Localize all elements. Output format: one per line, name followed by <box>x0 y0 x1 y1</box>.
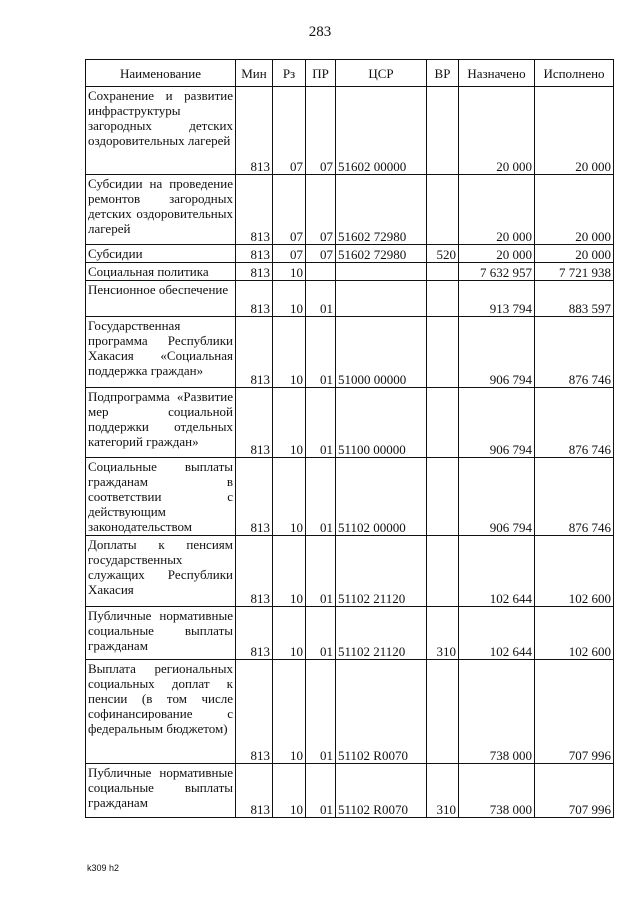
cell-name: Социальные выплаты гражданам в соответствии с действующим законодательством <box>86 458 236 536</box>
cell-assigned: 906 794 <box>459 388 535 458</box>
cell-csr: 51602 72980 <box>336 245 427 263</box>
cell-pr: 01 <box>306 458 336 536</box>
cell-vr <box>427 263 459 281</box>
cell-vr <box>427 317 459 388</box>
cell-rz: 07 <box>273 175 306 245</box>
cell-pr: 01 <box>306 281 336 317</box>
cell-min: 813 <box>236 245 273 263</box>
table-row <box>86 263 614 281</box>
cell-vr: 310 <box>427 607 459 660</box>
cell-csr <box>336 263 427 281</box>
cell-pr: 01 <box>306 660 336 764</box>
header-pr: ПР <box>306 60 336 87</box>
cell-pr: 01 <box>306 317 336 388</box>
cell-rz: 10 <box>273 263 306 281</box>
budget-table <box>85 59 614 818</box>
cell-vr <box>427 536 459 607</box>
cell-csr: 51602 00000 <box>336 87 427 175</box>
page-number: 283 <box>308 24 332 40</box>
cell-executed: 102 600 <box>535 536 614 607</box>
cell-rz: 10 <box>273 458 306 536</box>
cell-vr <box>427 388 459 458</box>
cell-assigned: 906 794 <box>459 317 535 388</box>
cell-name: Субсидии на проведение ремонтов загородных детских оздоровительных лагерей <box>86 175 236 245</box>
cell-name: Выплата региональных социальных доплат к пенсии (в том числе софинансирование с федеральным бюджетом) <box>86 660 236 764</box>
cell-min: 813 <box>236 281 273 317</box>
table-row <box>86 458 614 536</box>
cell-min: 813 <box>236 175 273 245</box>
cell-assigned: 102 644 <box>459 607 535 660</box>
cell-name: Пенсионное обеспечение <box>86 281 236 317</box>
cell-executed: 20 000 <box>535 87 614 175</box>
cell-executed: 883 597 <box>535 281 614 317</box>
cell-assigned: 906 794 <box>459 458 535 536</box>
cell-assigned: 20 000 <box>459 175 535 245</box>
footer-code: k309 h2 <box>87 863 120 873</box>
cell-pr: 01 <box>306 388 336 458</box>
cell-rz: 10 <box>273 317 306 388</box>
header-csr: ЦСР <box>336 60 427 87</box>
cell-min: 813 <box>236 263 273 281</box>
cell-rz: 10 <box>273 536 306 607</box>
cell-pr <box>306 263 336 281</box>
cell-rz: 07 <box>273 87 306 175</box>
cell-csr: 51102 R0070 <box>336 764 427 818</box>
cell-vr: 310 <box>427 764 459 818</box>
cell-rz: 10 <box>273 764 306 818</box>
table-row <box>86 281 614 317</box>
cell-rz: 10 <box>273 660 306 764</box>
cell-assigned: 738 000 <box>459 764 535 818</box>
cell-pr: 01 <box>306 764 336 818</box>
cell-executed: 7 721 938 <box>535 263 614 281</box>
cell-vr <box>427 281 459 317</box>
cell-executed: 876 746 <box>535 388 614 458</box>
cell-min: 813 <box>236 87 273 175</box>
cell-assigned: 7 632 957 <box>459 263 535 281</box>
cell-rz: 10 <box>273 281 306 317</box>
cell-executed: 20 000 <box>535 175 614 245</box>
table-row <box>86 660 614 764</box>
table-row <box>86 607 614 660</box>
cell-executed: 707 996 <box>535 660 614 764</box>
cell-executed: 876 746 <box>535 458 614 536</box>
cell-name: Социальная политика <box>86 263 236 281</box>
cell-vr <box>427 175 459 245</box>
cell-assigned: 738 000 <box>459 660 535 764</box>
header-vr: ВР <box>427 60 459 87</box>
cell-executed: 102 600 <box>535 607 614 660</box>
cell-vr: 520 <box>427 245 459 263</box>
cell-assigned: 102 644 <box>459 536 535 607</box>
cell-min: 813 <box>236 317 273 388</box>
cell-csr: 51100 00000 <box>336 388 427 458</box>
table-row <box>86 175 614 245</box>
cell-csr: 51102 R0070 <box>336 660 427 764</box>
cell-vr <box>427 660 459 764</box>
cell-vr <box>427 458 459 536</box>
cell-name: Подпрограмма «Развитие мер социальной поддержки отдельных категорий граждан» <box>86 388 236 458</box>
cell-csr: 51102 21120 <box>336 607 427 660</box>
header-name: Наименование <box>86 60 236 87</box>
cell-pr: 07 <box>306 87 336 175</box>
cell-rz: 10 <box>273 388 306 458</box>
table-row <box>86 245 614 263</box>
header-rz: Рз <box>273 60 306 87</box>
cell-name: Публичные нормативные социальные выплаты гражданам <box>86 607 236 660</box>
cell-csr: 51102 00000 <box>336 458 427 536</box>
cell-min: 813 <box>236 660 273 764</box>
cell-pr: 01 <box>306 607 336 660</box>
cell-name: Сохранение и развитие инфраструктуры загородных детских оздоровительных лагерей <box>86 87 236 175</box>
cell-executed: 20 000 <box>535 245 614 263</box>
cell-rz: 07 <box>273 245 306 263</box>
cell-min: 813 <box>236 536 273 607</box>
cell-assigned: 20 000 <box>459 245 535 263</box>
cell-rz: 10 <box>273 607 306 660</box>
cell-csr: 51102 21120 <box>336 536 427 607</box>
cell-name: Государственная программа Республики Хакасия «Социальная поддержка граждан» <box>86 317 236 388</box>
cell-csr: 51000 00000 <box>336 317 427 388</box>
cell-min: 813 <box>236 388 273 458</box>
cell-name: Субсидии <box>86 245 236 263</box>
table-row <box>86 87 614 175</box>
header-assigned: Назначено <box>459 60 535 87</box>
table-row <box>86 764 614 818</box>
cell-min: 813 <box>236 458 273 536</box>
cell-name: Доплаты к пенсиям государственных служащих Республики Хакасия <box>86 536 236 607</box>
cell-executed: 876 746 <box>535 317 614 388</box>
cell-pr: 07 <box>306 245 336 263</box>
header-min: Мин <box>236 60 273 87</box>
table-header-row <box>86 60 614 87</box>
cell-assigned: 913 794 <box>459 281 535 317</box>
cell-assigned: 20 000 <box>459 87 535 175</box>
cell-pr: 01 <box>306 536 336 607</box>
cell-csr <box>336 281 427 317</box>
table-row <box>86 536 614 607</box>
cell-vr <box>427 87 459 175</box>
cell-min: 813 <box>236 607 273 660</box>
cell-csr: 51602 72980 <box>336 175 427 245</box>
header-executed: Исполнено <box>535 60 614 87</box>
table-row <box>86 317 614 388</box>
table-row <box>86 388 614 458</box>
cell-name: Публичные нормативные социальные выплаты гражданам <box>86 764 236 818</box>
cell-pr: 07 <box>306 175 336 245</box>
cell-executed: 707 996 <box>535 764 614 818</box>
cell-min: 813 <box>236 764 273 818</box>
